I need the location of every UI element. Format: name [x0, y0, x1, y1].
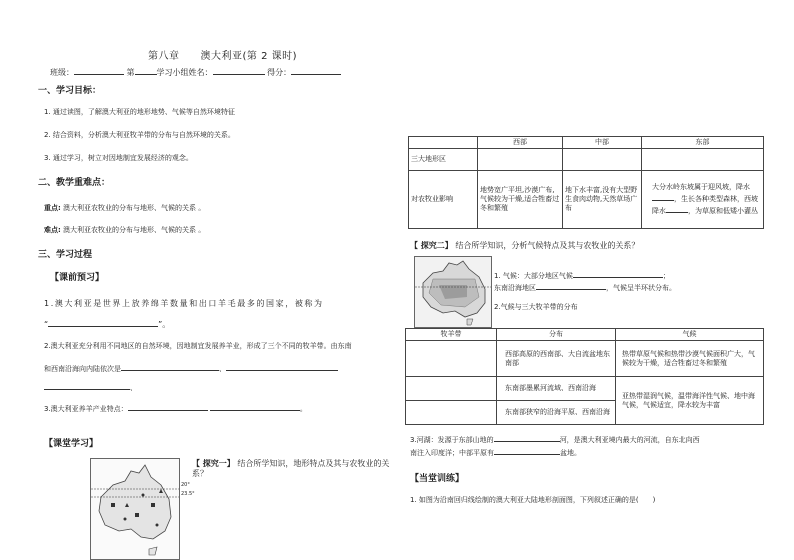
sheep-belt-3-blank[interactable] — [406, 401, 497, 425]
explore1-prompt — [192, 459, 397, 479]
sheep-belt-1-blank[interactable] — [406, 341, 497, 377]
key-point — [44, 204, 205, 213]
australia-climate-map — [414, 256, 492, 328]
student-info-row — [50, 66, 341, 78]
terrain-header-west: 西部 — [478, 137, 563, 149]
preview-q1-answer: “ ”。 — [44, 320, 171, 329]
impact-row-label: 对农牧业影响 — [409, 171, 478, 229]
sheep-belt-2-blank[interactable] — [406, 377, 497, 401]
key-text: 澳大利亚农牧业的分布与地形、气候的关系 。 — [63, 204, 206, 212]
terrain-header-blank — [409, 137, 478, 149]
preview-q3: 3.澳大利亚养羊产业特点： 。 — [44, 402, 307, 414]
river-blank[interactable] — [494, 433, 560, 442]
sheep-dist-1: 西部高原的西南部、大自流盆地东南部 — [497, 341, 616, 377]
difficult-text: 澳大利亚农牧业的分布与地形、气候的关系 。 — [63, 226, 206, 234]
terrain-header-east: 东部 — [642, 137, 764, 149]
preview-heading: 【课前预习】 — [50, 273, 105, 283]
terrain-middle-blank[interactable] — [563, 149, 642, 171]
q3-blank-1[interactable] — [128, 402, 208, 411]
explore2-label: 【 探究二】 — [410, 241, 453, 250]
class-label: 班级： — [50, 68, 74, 77]
impact-middle: 地下水丰富,没有大型野生食肉动物,天然草场广布 — [563, 171, 642, 229]
q2-blank-2[interactable] — [226, 362, 338, 371]
climate-q1-line2: 东南沿海地区 ，气候呈半环状分布。 — [494, 281, 676, 293]
river-question-line1: 3.河湖：发源于东部山地的 河，是澳大利亚境内最大的河流，自东北向西 — [410, 433, 700, 445]
explore1-label: 【 探究一】 — [192, 459, 235, 468]
explore2-text: 结合所学知识，分析气候特点及其与农牧业的关系？ — [455, 241, 640, 250]
objective-1: 1. 通过读图，了解澳大利亚的地形地势、气候等自然环境特征 — [44, 108, 235, 116]
climate-blank-1[interactable] — [573, 269, 663, 278]
practice-heading: 【当堂训练】 — [410, 474, 465, 484]
sheep-belt-table — [405, 328, 764, 425]
sheep-header-belt: 牧羊带 — [406, 329, 497, 341]
score-blank[interactable] — [291, 66, 341, 75]
preview-q2-line3: 、 — [44, 381, 137, 393]
basin-blank[interactable] — [494, 446, 560, 455]
impact-west: 地势宽广平坦,沙漠广布,气候较为干燥,适合牲畜过冬和繁殖 — [478, 171, 563, 229]
east-rain-blank-2[interactable] — [666, 204, 688, 213]
section2-heading: 二、教学重难点： — [38, 178, 111, 188]
difficult-point — [44, 226, 205, 235]
group-label: 学习小组姓名： — [156, 68, 213, 77]
objective-2: 2. 结合资料，分析澳大利亚牧羊带的分布与自然环境的关系。 — [44, 131, 235, 139]
q2-blank-1[interactable] — [121, 362, 219, 371]
terrain-header-middle: 中部 — [563, 137, 642, 149]
climate-q2: 2.气候与三大牧羊带的分布 — [494, 303, 578, 311]
climate-q1-line1: 1. 气候：大部分地区气候 ； — [494, 269, 670, 281]
key-label: 重点: — [44, 204, 61, 212]
group-number-blank[interactable] — [135, 66, 157, 75]
class-learning-heading: 【课堂学习】 — [44, 439, 99, 449]
terrain-row-label: 三大地形区 — [409, 149, 478, 171]
score-label: 得分： — [267, 68, 292, 77]
name-blank[interactable] — [213, 66, 265, 75]
section3-heading: 三、学习过程 — [38, 250, 93, 260]
australia-terrain-map — [90, 458, 180, 560]
difficult-label: 难点: — [44, 226, 61, 234]
terrain-west-blank[interactable] — [478, 149, 563, 171]
q1-blank[interactable] — [48, 318, 158, 327]
terrain-map-graphic — [91, 459, 179, 559]
practice-q1: 1. 如图为沿南回归线绘制的澳大利亚大陆地形剖面图，下列叙述正确的是( ) — [410, 496, 656, 504]
terrain-east-blank[interactable] — [642, 149, 764, 171]
sheep-header-climate: 气候 — [616, 329, 764, 341]
latitude-label-23-5: 23.5° — [181, 491, 195, 497]
terrain-table — [408, 136, 764, 229]
sheep-climate-1: 热带草原气候和热带沙漠气候面积广大，气候较为干燥，适合牲畜过冬和繁殖 — [616, 341, 764, 377]
q3-blank-2[interactable] — [210, 402, 300, 411]
preview-q1: 1.澳大利亚是世界上放养绵羊数量和出口羊毛最多的国家，被称为 — [44, 299, 324, 308]
sheep-header-distribution: 分布 — [497, 329, 616, 341]
objective-3: 3. 通过学习，树立对因地制宜发展经济的观念。 — [44, 154, 193, 162]
climate-blank-2[interactable] — [536, 281, 606, 290]
sheep-dist-3: 东南部狭窄的沿海平原、西南沿海 — [497, 401, 616, 425]
sheep-climate-2: 亚热带湿润气候，温带海洋性气候、地中海气候，气候适宜，降水较为丰富 — [616, 377, 764, 425]
section1-heading: 一、学习目标： — [38, 86, 102, 96]
class-blank[interactable] — [74, 66, 124, 75]
east-rain-blank-1[interactable] — [652, 192, 674, 201]
river-question-line2: 南注入印度洋；中部平原有 盆地。 — [410, 446, 581, 458]
page-title: 第八章 澳大利亚(第 2 课时) — [148, 51, 298, 62]
preview-q2: 2.澳大利亚充分利用不同地区的自然环境，因地制宜发展养羊业，形成了三个不同的牧羊带。由东南 — [44, 342, 352, 350]
latitude-label-20: 20° — [181, 482, 190, 488]
impact-east: 大分水岭东坡属于迎风坡，降水，生长各种类型森林，西坡降水 ，为草原和低矮小灌丛 — [642, 171, 764, 229]
climate-map-graphic — [415, 257, 491, 327]
q2-blank-3[interactable] — [44, 381, 130, 390]
group-prefix: 第 — [126, 68, 135, 77]
explore2-prompt — [410, 241, 639, 251]
preview-q2-line2: 和西南沿海向内陆依次是 、 — [44, 362, 338, 374]
sheep-dist-2: 东南部墨累河流域、西南沿海 — [497, 377, 616, 401]
explore1-text: 结合所学知识，地形特点及其与农牧业的关系？ — [192, 459, 390, 478]
